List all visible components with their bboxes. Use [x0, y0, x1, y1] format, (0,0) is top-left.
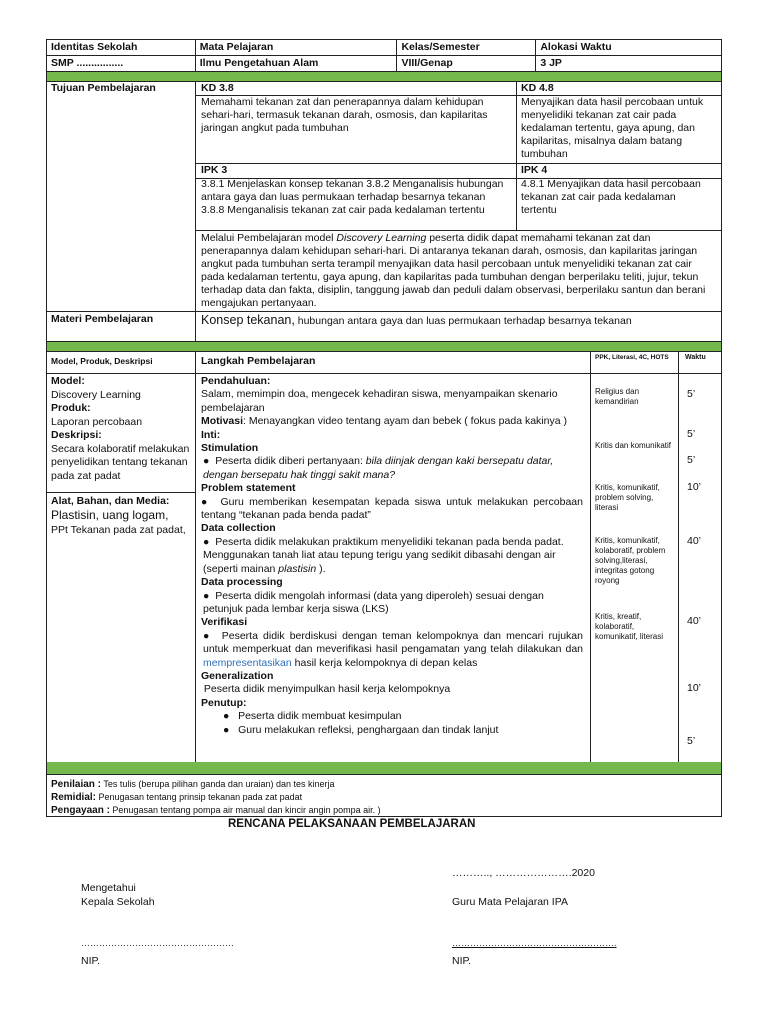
waktu-8: 5’ [687, 735, 696, 747]
header-kelas: Kelas/Semester [397, 40, 536, 56]
header-mapel: Mata Pelajaran [195, 40, 397, 56]
value-mapel: Ilmu Pengetahuan Alam [195, 56, 397, 72]
rpp-table [46, 39, 722, 82]
ppk-2: Kritis dan komunikatif [595, 441, 672, 450]
tujuan-paragraph: Melalui Pembelajaran model Discovery Learning peserta didik dapat memahami tekanan zat dan penerapannya dalam kehidupan sehari-hari. Di antaranya tekanan darah, osmosis, dan kapilaritas jaringan angkut pada tumbuhan serta terampil menyajikan data hasil percobaan untuk menyelidiki tekanan zat cair pada kedalaman tertentu, gaya apung, dan kapilaritas pada tumbuhan dengan berperilaku teliti, jujur, tekun terhadap data dan fakta, disiplin, tanggung jawab dan peduli dalam observasi, berperilaku santun dan berani mengajukan pertanyaan. [201, 232, 706, 309]
materi-section [46, 311, 722, 342]
guru-label: Guru Mata Pelajaran IPA [452, 896, 568, 908]
ppk-3: Kritis, komunikatif, problem solving, literasi [595, 483, 660, 512]
kd-right-text: Menyajikan data hasil percobaan untuk menyelidiki tekanan zat cair pada kedalaman tertentu, gaya apung, dan kapilaritas, misalnya dalam batang tumbuhan [521, 96, 704, 160]
ipk-left-title: IPK 3 [201, 164, 228, 176]
kepala-label: Kepala Sekolah [81, 896, 155, 908]
penilaian-line: Penilaian : Tes tulis (berupa pilihan ganda dan uraian) dan tes kinerja [51, 779, 335, 790]
ipk-right-title: IPK 4 [521, 164, 548, 176]
signature-line-right: ………………………………………………. [452, 938, 617, 948]
col-model: Model, Produk, Deskripsi [51, 356, 153, 366]
langkah-block: Pendahuluan: Salam, memimpin doa, mengecek kehadiran siswa, menyampaikan skenario pembelajaran Motivasi: Menayangkan video tentang ayam dan bebek ( fokus pada kakinya ) Inti: Stimulation ● Peserta didik diberi pertanyaan: bila diinjak dengan kaki bersepatu datar, dengan bersepatu hak tinggi sakit mana? Problem statement ● Guru memberikan kesempatan kepada siswa untuk melakukan percobaan tentang “tekanan pada benda padat” Data collection ● Peserta didik melakukan praktikum menyelidiki tekanan pada benda padat. Menggunakan tanah liat atau tepung terigu yang sedikit dibasahi dengan air (seperti mainan plastisin ). Data processing ● Peserta didik mengolah informasi (data yang diperoleh) sesuai dengan petunjuk pada lembar kerja siswa (LKS) Verifikasi ● Peserta didik berdiskusi dengan teman kelompoknya dan mencari rujukan untuk memperkuat dan meverifikasi hasil pengamatan yang telah dilakukan dan mempresentasikan hasil kerja kelompoknya di depan kelas Generalization Peserta didik menyimpulkan hasil kerja kelompoknya Penutup: ● Peserta didik membuat kesimpulan ● Guru melakukan refleksi, penghargaan dan tindak lanjut [201, 375, 583, 736]
green-band-3 [46, 762, 722, 774]
materi-text: Konsep tekanan, hubungan antara gaya dan luas permukaan terhadap besarnya tekanan [201, 313, 632, 327]
waktu-3: 5’ [687, 454, 696, 466]
mengetahui-label: Mengetahui [81, 882, 136, 894]
ppk-4: Kritis, komunikatif, kolaboratif, problem solving,literasi, integritas gotong royong [595, 536, 666, 585]
kd-right-title: KD 4.8 [521, 82, 554, 94]
kd-left-text: Memahami tekanan zat dan penerapannya dalam kehidupan sehari-hari, termasuk tekanan darah, osmosis, dan kapilaritas jaringan angkut pada tumbuhan [201, 96, 488, 134]
nip-left: NIP. [81, 955, 101, 967]
waktu-4: 10’ [687, 481, 702, 493]
value-kelas: VIII/Genap [397, 56, 536, 72]
header-alokasi: Alokasi Waktu [536, 40, 722, 56]
assessment-block [46, 774, 722, 817]
waktu-2: 5’ [687, 428, 696, 440]
tujuan-section [46, 81, 722, 312]
col-waktu: Waktu [685, 354, 706, 361]
waktu-1: 5’ [687, 388, 696, 400]
nip-right: NIP. [452, 955, 472, 967]
tujuan-label: Tujuan Pembelajaran [51, 82, 156, 94]
kd-left-title: KD 3.8 [201, 82, 234, 94]
materi-label: Materi Pembelajaran [51, 313, 154, 325]
page-title: RENCANA PELAKSANAAN PEMBELAJARAN [228, 818, 476, 830]
green-band-2 [46, 342, 722, 351]
date-line: ……….., ………………….2020 [452, 867, 595, 879]
pengayaan-line: Pengayaan : Penugasan tentang pompa air manual dan kincir angin pompa air. ) [51, 805, 381, 816]
alat-block: Alat, Bahan, dan Media: Plastisin, uang logam, PPt Tekanan pada zat padat, [51, 495, 186, 536]
remidial-line: Remidial: Penugasan tentang prinsip tekanan pada zat padat [51, 792, 303, 803]
header-identitas: Identitas Sekolah [47, 40, 196, 56]
model-block: Model: Discovery Learning Produk: Laporan percobaan Deskripsi: Secara kolaboratif melakukan penyelidikan tentang tekanan pada zat padat [51, 375, 190, 482]
ppk-5: Kritis, kreatif, kolaboratif, komunikatif, literasi [595, 612, 664, 641]
waktu-7: 10’ [687, 682, 702, 694]
col-ppk: PPK, Literasi, 4C, HOTS [595, 354, 669, 361]
signature-line-left: …………………………………………… [81, 938, 234, 948]
steps-section [46, 351, 722, 763]
value-smp: SMP ................ [47, 56, 196, 72]
waktu-6: 40’ [687, 615, 702, 627]
col-langkah: Langkah Pembelajaran [201, 355, 316, 367]
ipk-left-text: 3.8.1 Menjelaskan konsep tekanan 3.8.2 Menganalisis hubungan antara gaya dan luas permukaan terhadap besarnya tekanan 3.8.8 Menganalisis tekanan zat cair pada kedalaman tertentu [201, 178, 504, 216]
waktu-5: 40’ [687, 535, 702, 547]
ipk-right-text: 4.8.1 Menyajikan data hasil percobaan tekanan zat cair pada kedalaman tertentu [521, 178, 701, 216]
ppk-1: Religius dan kemandirian [595, 387, 640, 406]
value-jp: 3 JP [536, 56, 722, 72]
green-band [47, 72, 722, 82]
